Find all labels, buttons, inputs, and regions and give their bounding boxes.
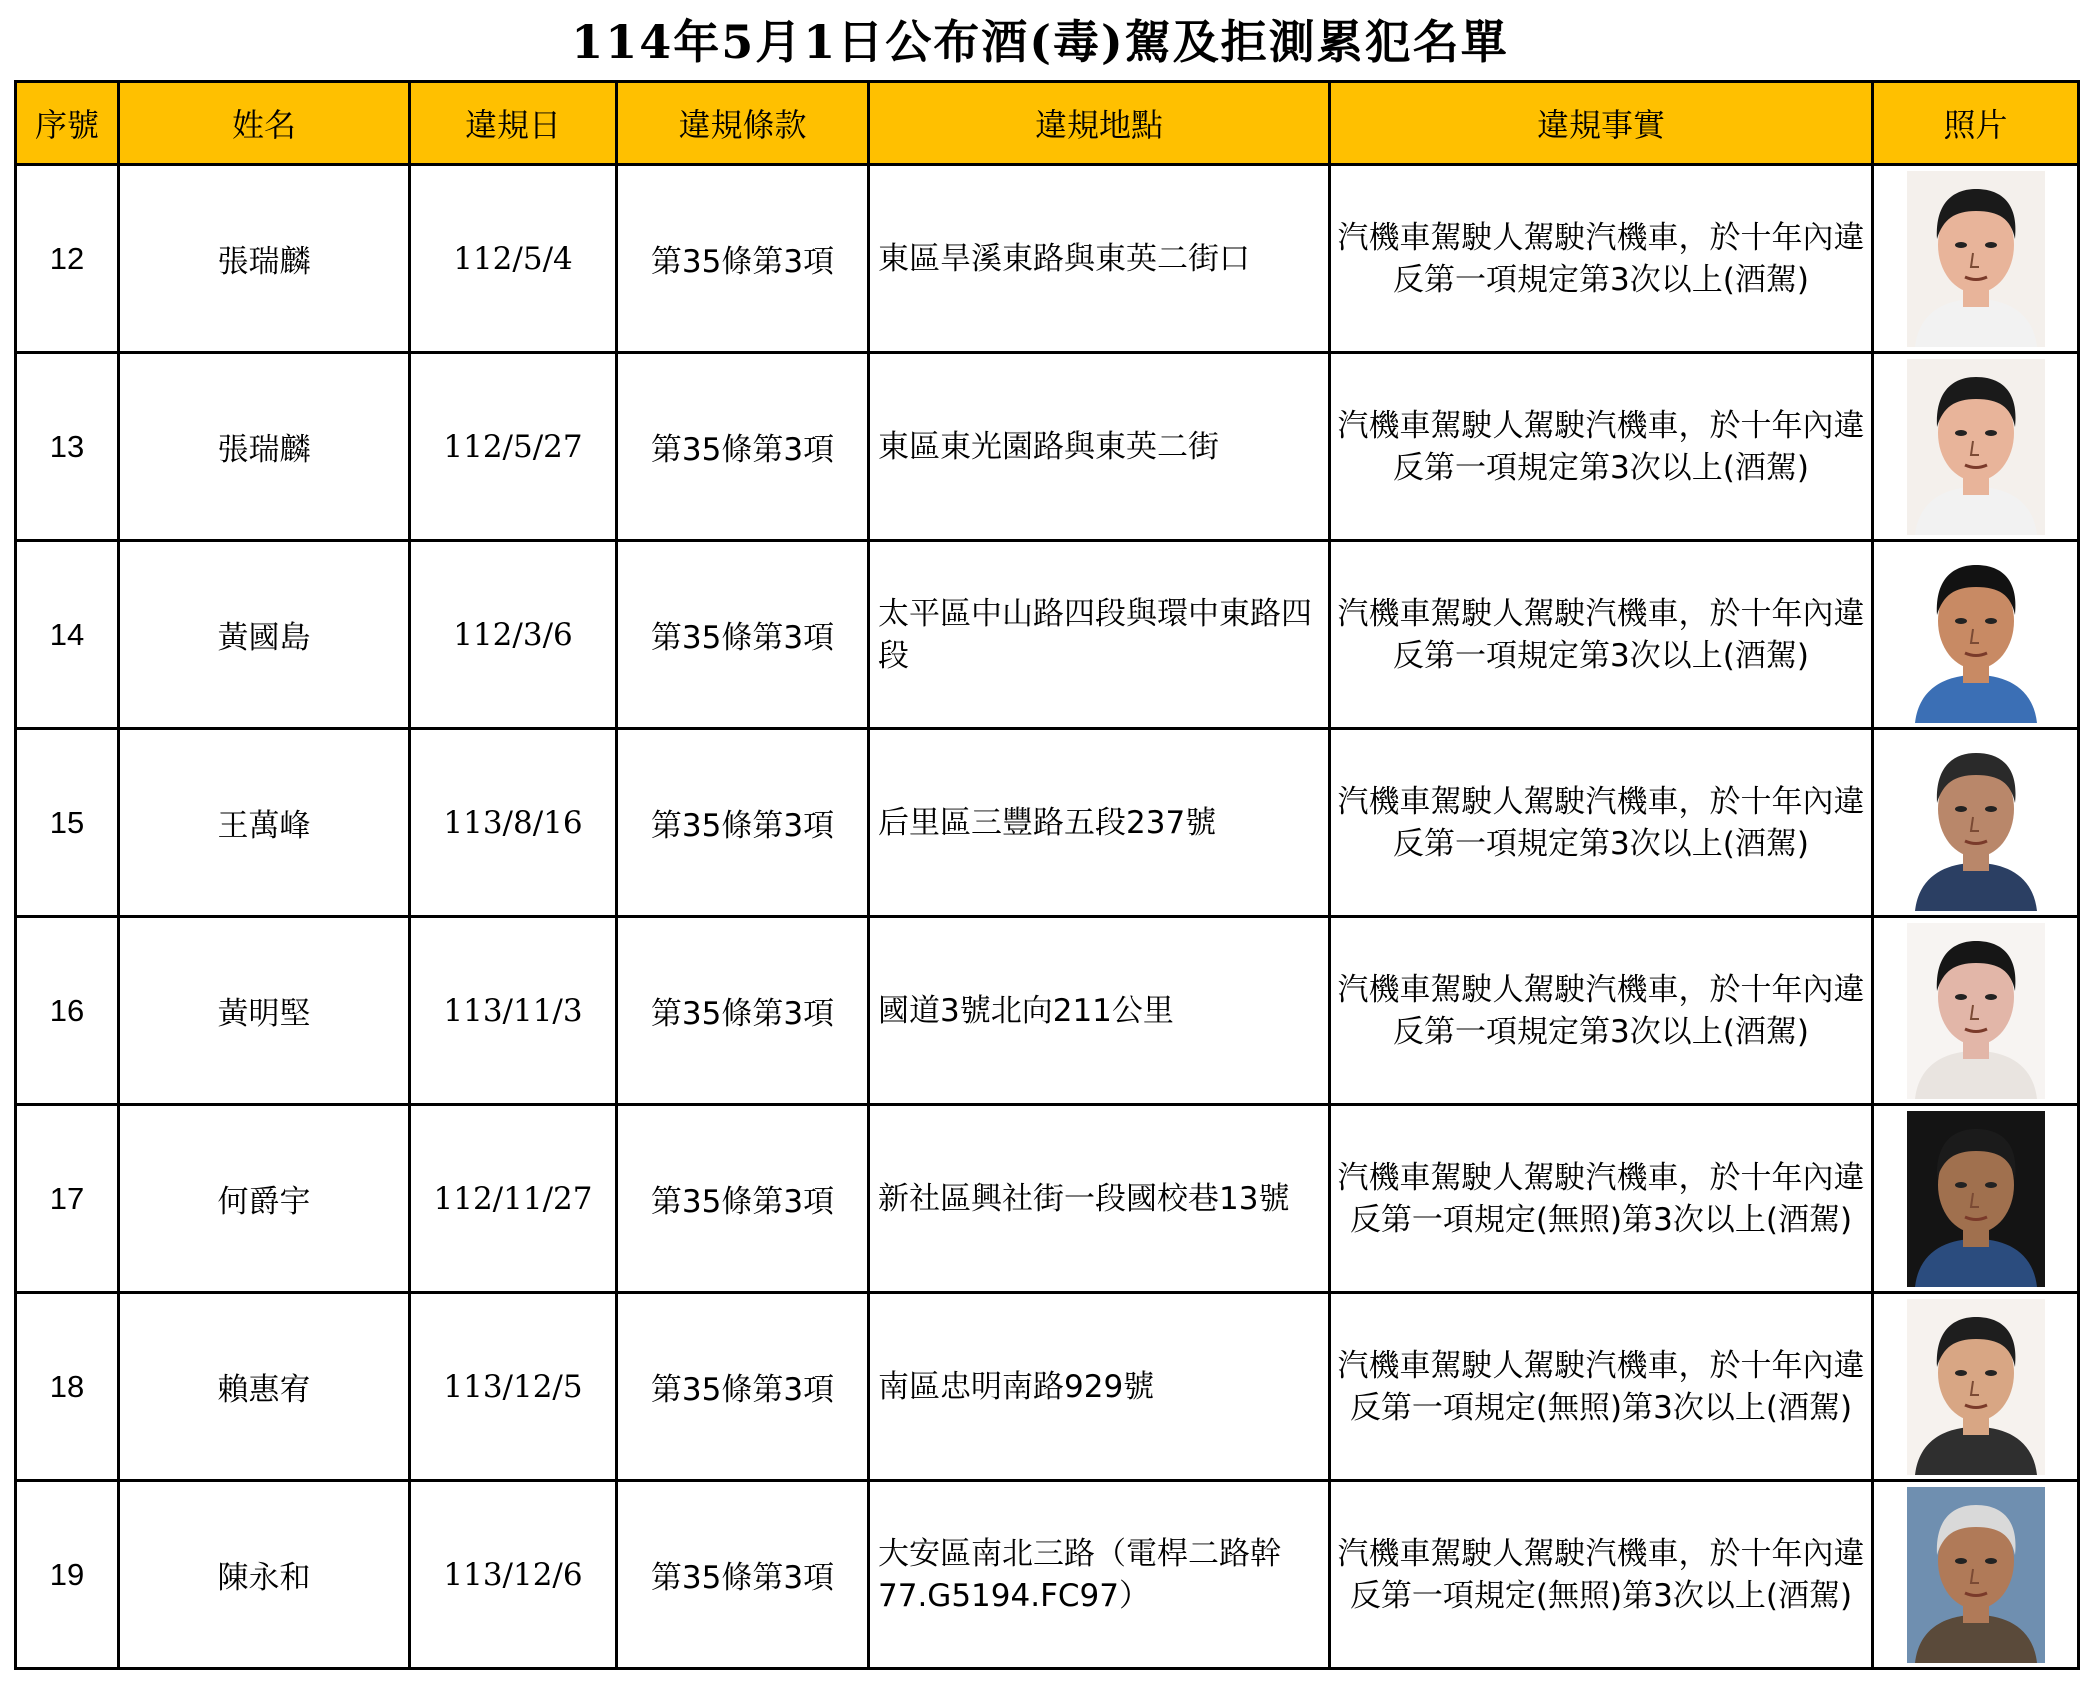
table-row	[16, 917, 2079, 1105]
cell-location: 后里區三豐路五段237號	[869, 729, 1330, 917]
cell-clause: 第35條第3項	[617, 353, 869, 541]
header-fact: 違規事實	[1330, 82, 1873, 165]
cell-clause: 第35條第3項	[617, 729, 869, 917]
cell-location: 南區忠明南路929號	[869, 1293, 1330, 1481]
table-row	[16, 541, 2079, 729]
cell-location: 新社區興社街一段國校巷13號	[869, 1105, 1330, 1293]
offender-table	[14, 80, 2080, 1670]
cell-photo	[1873, 353, 2079, 541]
page-title: 114年5月1日公布酒(毒)駕及拒測累犯名單	[571, 15, 1509, 69]
cell-seq: 16	[16, 917, 119, 1105]
table-header	[16, 82, 2079, 165]
portrait-photo	[1907, 171, 2045, 347]
cell-name: 陳永和	[119, 1481, 410, 1669]
cell-date: 112/11/27	[410, 1105, 617, 1293]
cell-photo	[1873, 541, 2079, 729]
cell-location: 國道3號北向211公里	[869, 917, 1330, 1105]
cell-clause: 第35條第3項	[617, 917, 869, 1105]
cell-seq: 17	[16, 1105, 119, 1293]
cell-clause: 第35條第3項	[617, 541, 869, 729]
table-row	[16, 1293, 2079, 1481]
cell-name: 張瑞麟	[119, 165, 410, 353]
cell-photo	[1873, 165, 2079, 353]
cell-fact: 汽機車駕駛人駕駛汽機車，於十年內違反第一項規定(無照)第3次以上(酒駕)	[1330, 1105, 1873, 1293]
cell-fact: 汽機車駕駛人駕駛汽機車，於十年內違反第一項規定第3次以上(酒駕)	[1330, 917, 1873, 1105]
cell-date: 113/12/5	[410, 1293, 617, 1481]
cell-location: 大安區南北三路（電桿二路幹77.G5194.FC97）	[869, 1481, 1330, 1669]
portrait-photo	[1907, 735, 2045, 911]
header-name: 姓名	[119, 82, 410, 165]
cell-seq: 12	[16, 165, 119, 353]
cell-seq: 18	[16, 1293, 119, 1481]
table-row	[16, 1105, 2079, 1293]
cell-date: 113/12/6	[410, 1481, 617, 1669]
cell-photo	[1873, 1481, 2079, 1669]
portrait-photo	[1907, 547, 2045, 723]
cell-location: 太平區中山路四段與環中東路四段	[869, 541, 1330, 729]
portrait-photo	[1907, 1487, 2045, 1663]
portrait-photo	[1907, 359, 2045, 535]
cell-clause: 第35條第3項	[617, 1293, 869, 1481]
cell-fact: 汽機車駕駛人駕駛汽機車，於十年內違反第一項規定(無照)第3次以上(酒駕)	[1330, 1293, 1873, 1481]
cell-name: 賴惠宥	[119, 1293, 410, 1481]
portrait-photo	[1907, 1111, 2045, 1287]
cell-photo	[1873, 729, 2079, 917]
table-row	[16, 1481, 2079, 1669]
cell-seq: 14	[16, 541, 119, 729]
cell-seq: 15	[16, 729, 119, 917]
cell-date: 113/11/3	[410, 917, 617, 1105]
cell-name: 張瑞麟	[119, 353, 410, 541]
cell-seq: 19	[16, 1481, 119, 1669]
cell-fact: 汽機車駕駛人駕駛汽機車，於十年內違反第一項規定第3次以上(酒駕)	[1330, 729, 1873, 917]
header-date: 違規日	[410, 82, 617, 165]
cell-photo	[1873, 917, 2079, 1105]
cell-name: 王萬峰	[119, 729, 410, 917]
header-clause: 違規條款	[617, 82, 869, 165]
cell-clause: 第35條第3項	[617, 1105, 869, 1293]
cell-clause: 第35條第3項	[617, 1481, 869, 1669]
header-location: 違規地點	[869, 82, 1330, 165]
table-row	[16, 353, 2079, 541]
cell-seq: 13	[16, 353, 119, 541]
cell-date: 113/8/16	[410, 729, 617, 917]
cell-location: 東區東光園路與東英二街	[869, 353, 1330, 541]
table-row	[16, 165, 2079, 353]
cell-name: 黃國島	[119, 541, 410, 729]
header-seq: 序號	[16, 82, 119, 165]
header-photo: 照片	[1873, 82, 2079, 165]
table-body	[16, 165, 2079, 1669]
cell-fact: 汽機車駕駛人駕駛汽機車，於十年內違反第一項規定第3次以上(酒駕)	[1330, 541, 1873, 729]
cell-photo	[1873, 1105, 2079, 1293]
cell-date: 112/5/4	[410, 165, 617, 353]
portrait-photo	[1907, 1299, 2045, 1475]
cell-fact: 汽機車駕駛人駕駛汽機車，於十年內違反第一項規定(無照)第3次以上(酒駕)	[1330, 1481, 1873, 1669]
table-row	[16, 729, 2079, 917]
cell-fact: 汽機車駕駛人駕駛汽機車，於十年內違反第一項規定第3次以上(酒駕)	[1330, 353, 1873, 541]
cell-fact: 汽機車駕駛人駕駛汽機車，於十年內違反第一項規定第3次以上(酒駕)	[1330, 165, 1873, 353]
portrait-photo	[1907, 923, 2045, 1099]
cell-name: 黃明堅	[119, 917, 410, 1105]
cell-location: 東區旱溪東路與東英二街口	[869, 165, 1330, 353]
cell-date: 112/5/27	[410, 353, 617, 541]
cell-clause: 第35條第3項	[617, 165, 869, 353]
cell-date: 112/3/6	[410, 541, 617, 729]
cell-photo	[1873, 1293, 2079, 1481]
cell-name: 何爵宇	[119, 1105, 410, 1293]
